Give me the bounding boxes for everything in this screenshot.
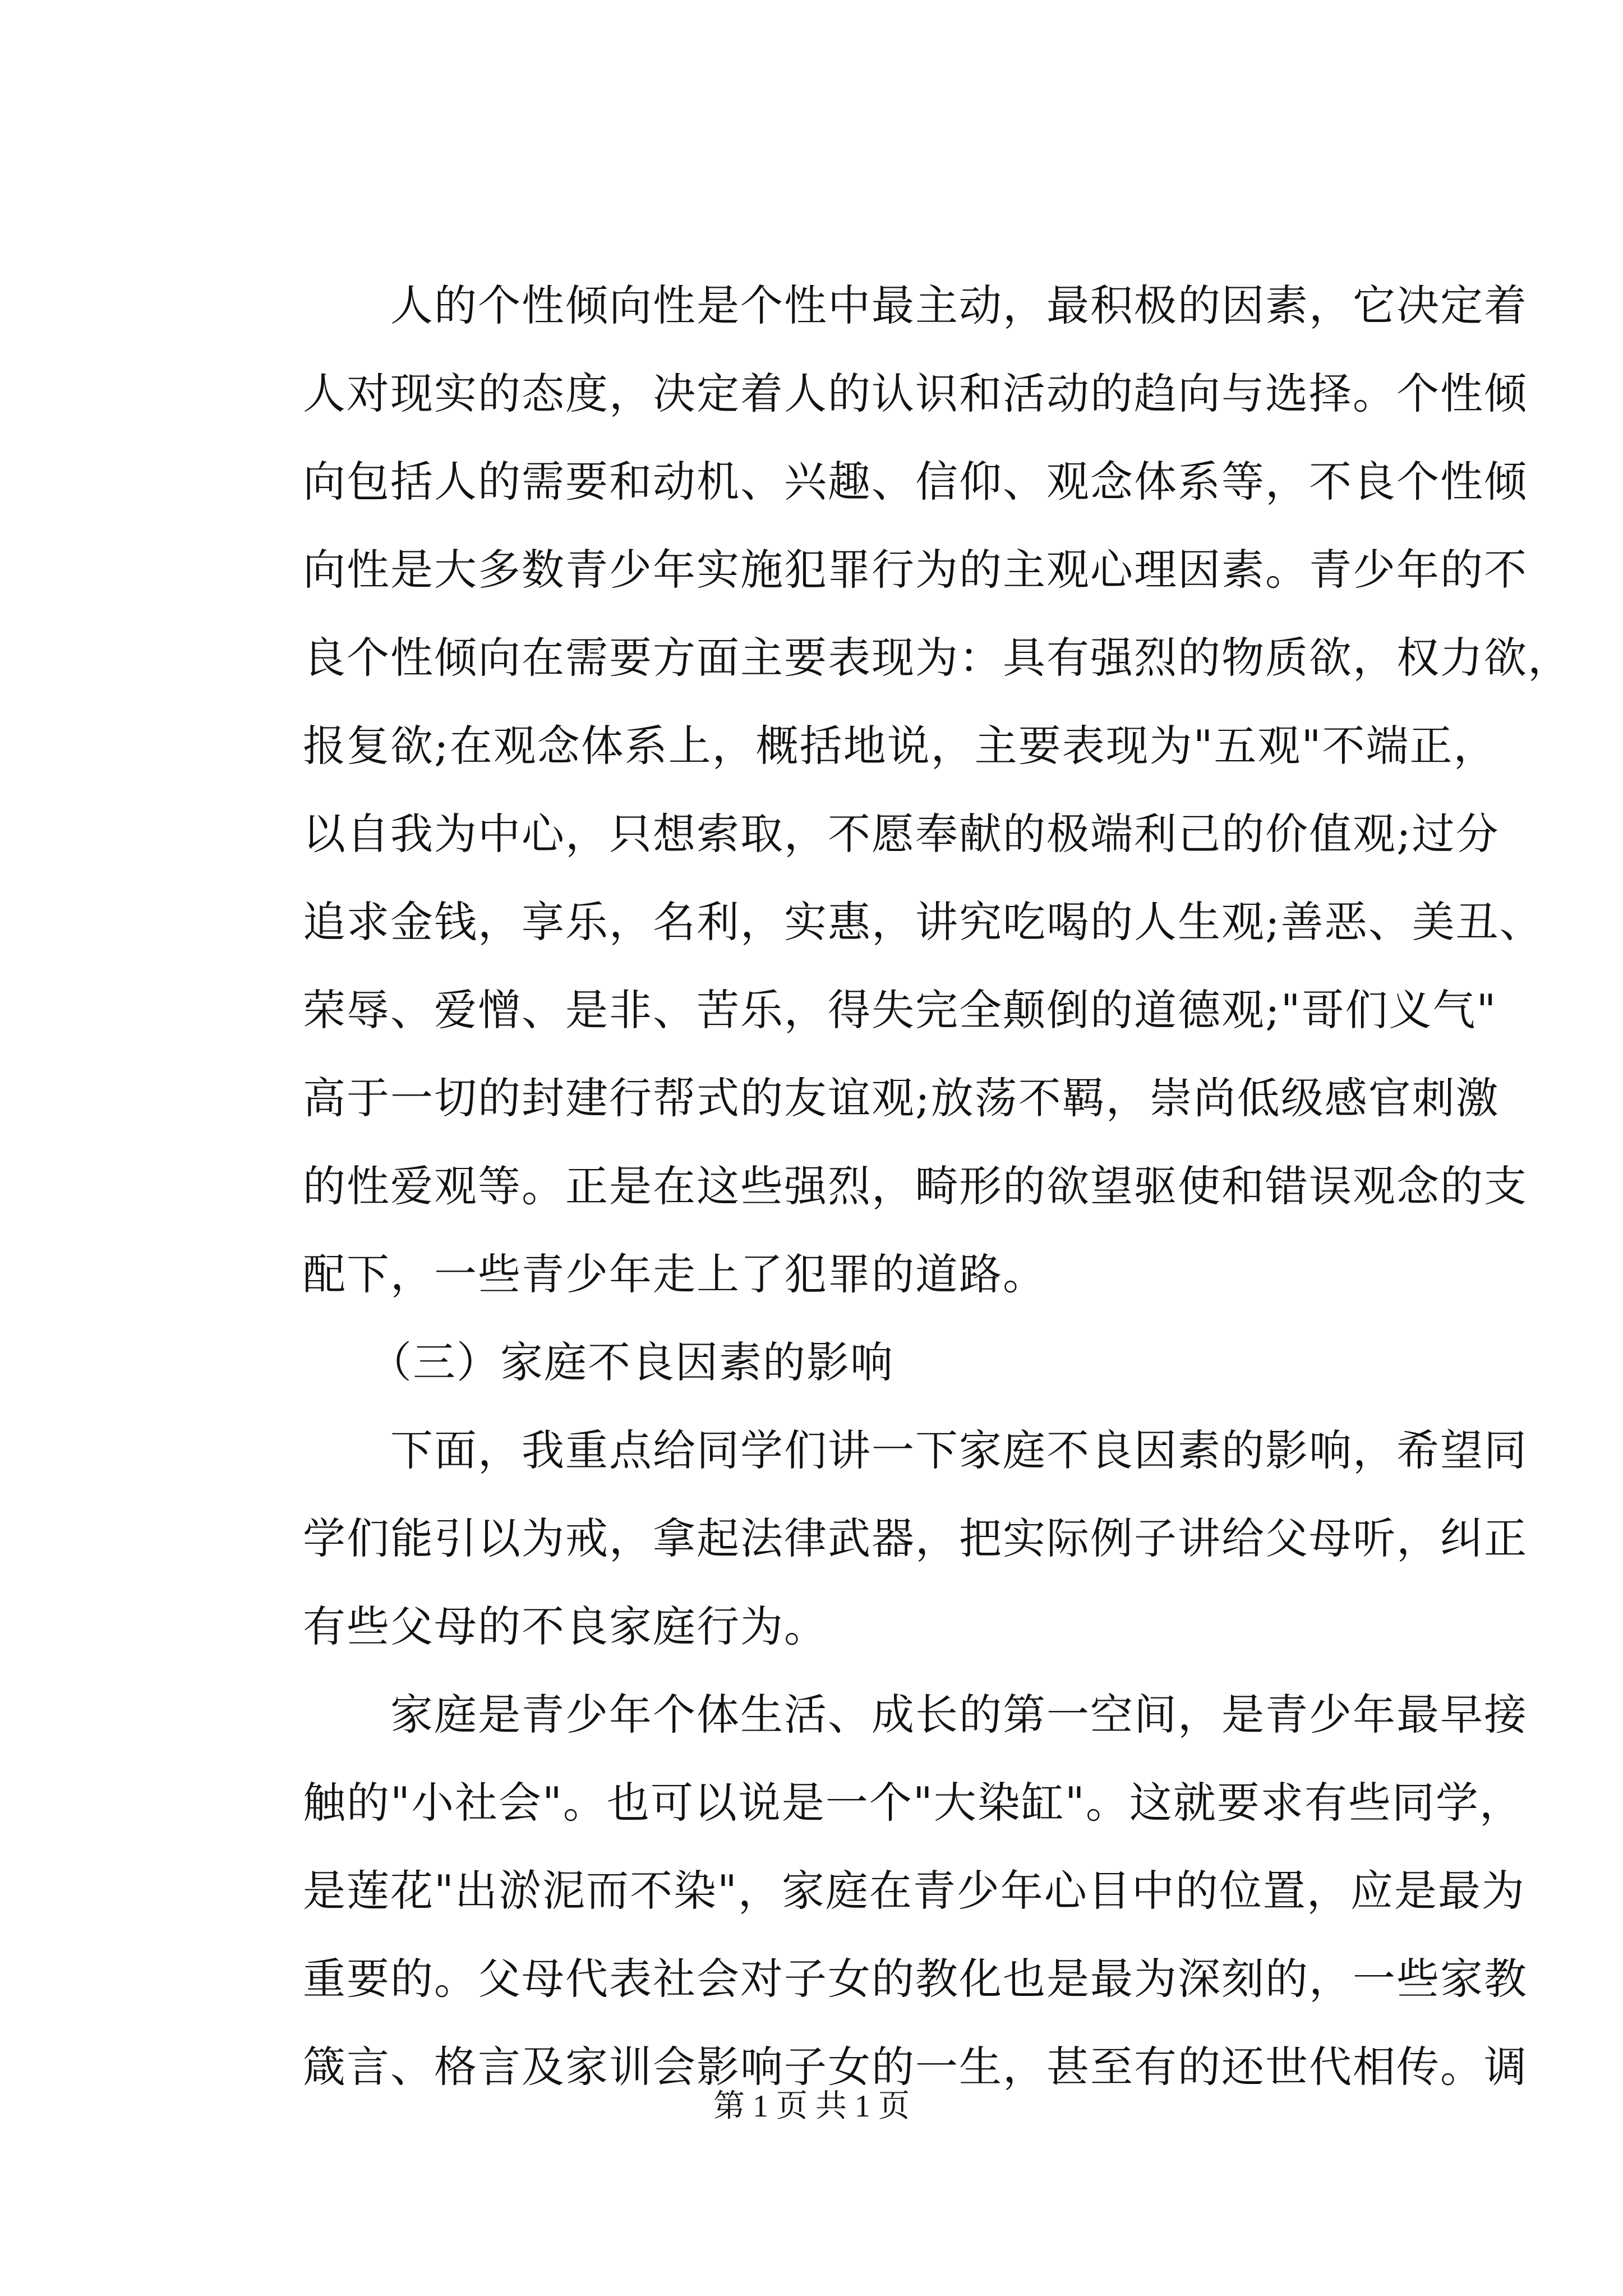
text-line: 配下，一些青少年走上了犯罪的道路。 bbox=[303, 1249, 1046, 1299]
text-line: 有些父母的不良家庭行为。 bbox=[303, 1602, 828, 1651]
text-line: 荣辱、爱憎、是非、苦乐，得失完全颠倒的道德观;"哥们义气" bbox=[303, 985, 1497, 1035]
text-line: 高于一切的封建行帮式的友谊观;放荡不羁，崇尚低级感官刺激 bbox=[303, 1073, 1500, 1123]
text-line: 是莲花"出淤泥而不染"，家庭在青少年心目中的位置，应是最为 bbox=[303, 1866, 1525, 1916]
text-line: 良个性倾向在需要方面主要表现为：具有强烈的物质欲，权力欲， bbox=[303, 633, 1571, 683]
text-line: 重要的。父母代表社会对子女的教化也是最为深刻的，一些家教 bbox=[303, 1954, 1528, 2004]
text-line: 以自我为中心，只想索取，不愿奉献的极端利己的价值观;过分 bbox=[303, 809, 1500, 859]
page-number-footer: 第 1 页 共 1 页 bbox=[713, 2089, 910, 2124]
text-line: 学们能引以为戒，拿起法律武器，把实际例子讲给父母听，纠正 bbox=[303, 1513, 1528, 1563]
text-line: 人对现实的态度，决定着人的认识和活动的趋向与选择。个性倾 bbox=[303, 369, 1528, 418]
text-line: 人的个性倾向性是个性中最主动，最积极的因素，它决定着 bbox=[303, 280, 1528, 330]
text-line: 家庭是青少年个体生活、成长的第一空间，是青少年最早接 bbox=[303, 1690, 1528, 1740]
text-line: 追求金钱，享乐，名利，实惠，讲究吃喝的人生观;善恶、美丑、 bbox=[303, 897, 1543, 947]
text-line: 触的"小社会"。也可以说是一个"大染缸"。这就要求有些同学， bbox=[303, 1778, 1523, 1828]
text-line: 向包括人的需要和动机、兴趣、信仰、观念体系等，不良个性倾 bbox=[303, 457, 1528, 507]
text-line: 下面，我重点给同学们讲一下家庭不良因素的影响，希望同 bbox=[303, 1425, 1528, 1475]
text-line: 报复欲;在观念体系上，概括地说，主要表现为"五观"不端正， bbox=[303, 721, 1497, 771]
section-heading: （三）家庭不良因素的影响 bbox=[303, 1337, 894, 1387]
text-line: 箴言、格言及家训会影响子女的一生，甚至有的还世代相传。调 bbox=[303, 2042, 1528, 2092]
text-line: 的性爱观等。正是在这些强烈，畸形的欲望驱使和错误观念的支 bbox=[303, 1161, 1528, 1211]
text-line: 向性是大多数青少年实施犯罪行为的主观心理因素。青少年的不 bbox=[303, 545, 1528, 595]
